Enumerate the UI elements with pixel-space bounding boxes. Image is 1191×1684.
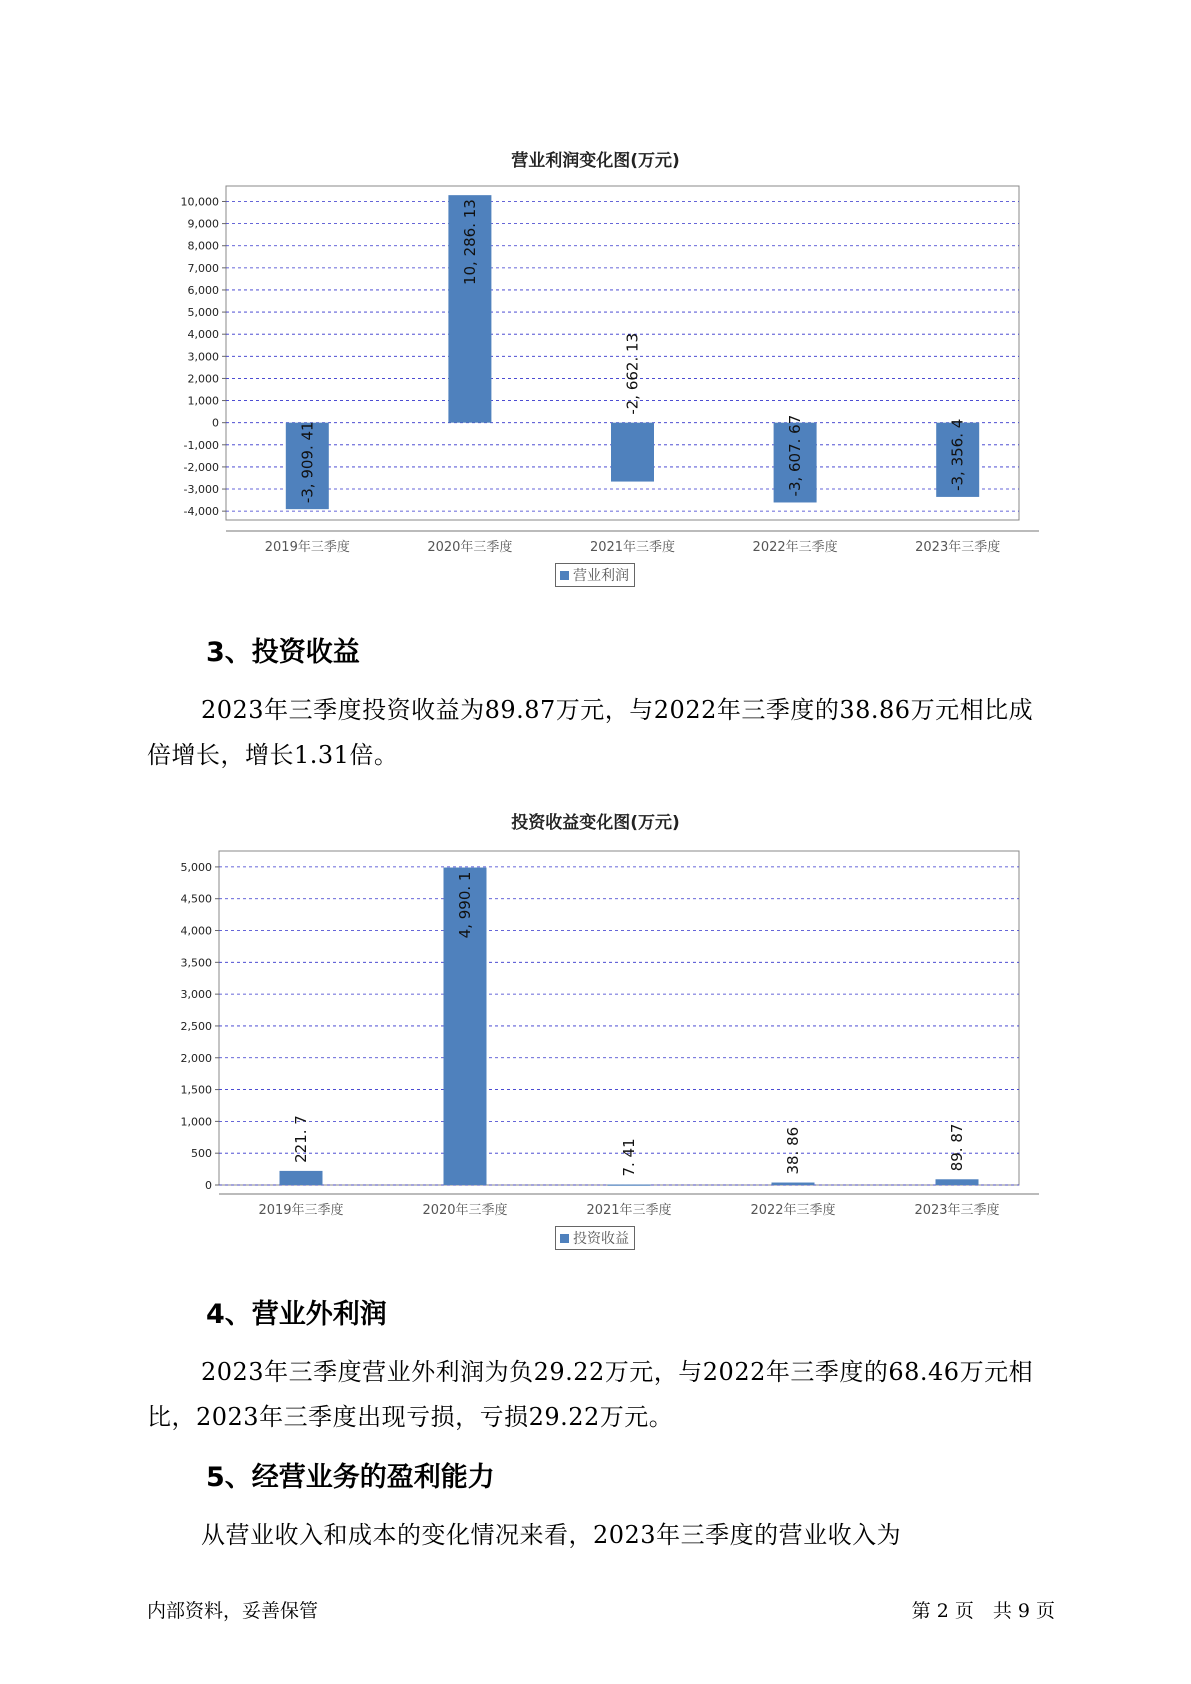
y-tick-label: 2,500 [180, 1019, 212, 1033]
y-tick-label: 9,000 [187, 217, 219, 231]
legend-swatch [560, 1234, 569, 1243]
y-tick-label: 8,000 [187, 239, 219, 253]
y-tick-label: 2,000 [187, 372, 219, 386]
section-heading-3: 3、投资收益 [206, 637, 360, 668]
x-tick-label: 2020年三季度 [427, 540, 513, 555]
y-tick-label: 6,000 [187, 283, 219, 297]
data-label: 89. 87 [948, 1123, 966, 1172]
y-tick-label: 5,000 [180, 860, 212, 874]
x-tick-label: 2019年三季度 [258, 1203, 344, 1218]
data-label: 38. 86 [784, 1126, 802, 1175]
chart-legend-investment-income [555, 1226, 635, 1250]
x-tick-label: 2020年三季度 [422, 1203, 508, 1218]
bar [936, 1179, 979, 1185]
section-paragraph-3: 2023年三季度投资收益为89.87万元，与2022年三季度的38.86万元相比成倍增长，增长1.31倍。 [147, 696, 1034, 769]
y-tick-label: 3,000 [180, 988, 212, 1002]
y-tick-label: 2,000 [180, 1051, 212, 1065]
section-paragraph-4: 2023年三季度营业外利润为负29.22万元，与2022年三季度的68.46万元相比，2023年三季度出现亏损，亏损29.22万元。 [147, 1358, 1034, 1431]
y-tick-label: 7,000 [187, 261, 219, 275]
x-tick-label: 2022年三季度 [752, 540, 838, 555]
data-label: -3, 909. 41 [298, 421, 317, 504]
footer-right: 第 2 页 共 9 页 [911, 1600, 1055, 1622]
section-paragraph-5: 从营业收入和成本的变化情况来看，2023年三季度的营业收入为 [201, 1521, 902, 1549]
y-tick-label: 3,000 [187, 350, 219, 364]
y-tick-label: 10,000 [180, 195, 219, 209]
bar [608, 1185, 651, 1186]
x-tick-label: 2021年三季度 [586, 1203, 672, 1218]
x-tick-label: 2023年三季度 [915, 540, 1001, 555]
y-tick-label: 0 [212, 416, 219, 430]
data-label: 7. 41 [620, 1138, 638, 1177]
y-tick-label: 5,000 [187, 306, 219, 320]
chart-title-investment-income: 投资收益变化图(万元) [511, 813, 680, 833]
y-tick-label: -4,000 [183, 505, 219, 519]
legend-label: 营业利润 [573, 568, 629, 584]
y-tick-label: 0 [205, 1179, 212, 1192]
data-label: 4, 990. 1 [456, 871, 474, 939]
y-tick-label: 4,000 [187, 328, 219, 342]
y-tick-label: -3,000 [183, 483, 219, 497]
data-label: 10, 286. 13 [460, 199, 479, 286]
x-tick-label: 2022年三季度 [750, 1203, 836, 1218]
legend-label: 投资收益 [573, 1231, 629, 1247]
footer-left: 内部资料，妥善保管 [147, 1600, 319, 1622]
x-tick-label: 2023年三季度 [914, 1203, 1000, 1218]
y-tick-label: 4,000 [180, 924, 212, 938]
y-tick-label: 3,500 [180, 956, 212, 970]
y-tick-label: 500 [191, 1147, 212, 1161]
data-label: -2, 662. 13 [623, 332, 642, 415]
data-label: -3, 607. 67 [786, 414, 805, 497]
section-heading-5: 5、经营业务的盈利能力 [206, 1462, 495, 1493]
y-tick-label: 1,500 [180, 1083, 212, 1097]
data-label: 221. 7 [292, 1115, 310, 1163]
bar [280, 1171, 323, 1185]
bar [772, 1183, 815, 1185]
data-label: -3, 356. 4 [948, 418, 967, 491]
y-tick-label: -2,000 [183, 460, 219, 474]
x-tick-label: 2019年三季度 [264, 540, 350, 555]
y-tick-label: -1,000 [183, 438, 219, 452]
y-tick-label: 1,000 [180, 1115, 212, 1129]
plot-frame [219, 851, 1019, 1185]
y-tick-label: 4,500 [180, 892, 212, 906]
section-heading-4: 4、营业外利润 [206, 1299, 387, 1330]
y-tick-label: 1,000 [187, 394, 219, 408]
chart-title-operating-profit: 营业利润变化图(万元) [511, 151, 680, 171]
x-tick-label: 2021年三季度 [589, 540, 676, 555]
